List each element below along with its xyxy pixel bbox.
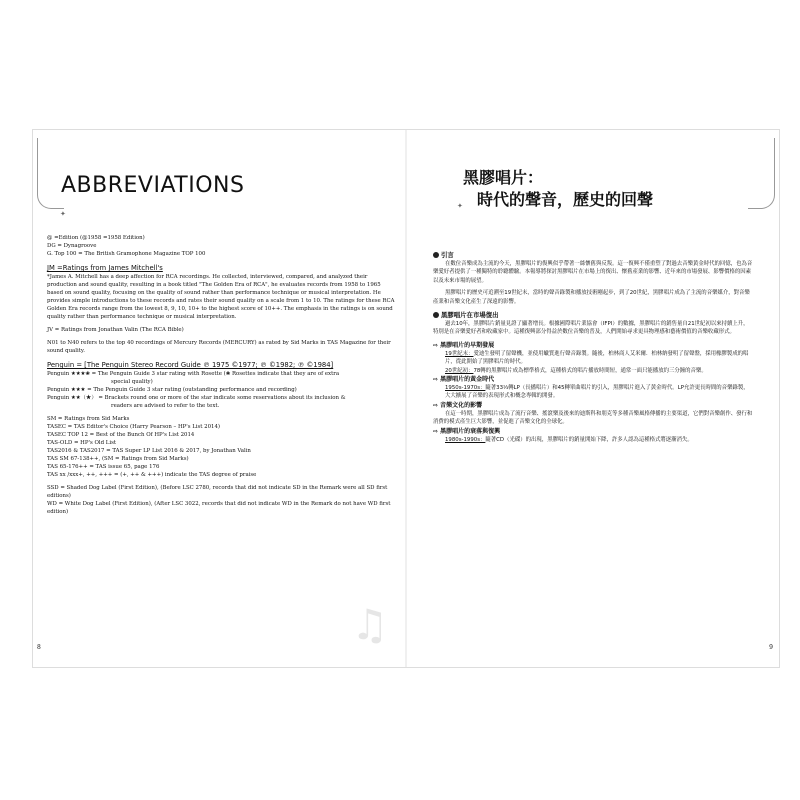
paragraph: 20世紀初：78轉的黑膠唱片成為標準格式，這種格式的唱片播放時間短，通常一面只能播放約三分鐘的音樂。 (445, 367, 707, 374)
page-number: 9 (769, 644, 773, 651)
paragraph: 1950s-1970s：隨著33⅓轉LP（長播唱片）和45轉單曲唱片的引入，黑膠唱片進入了黃金時代。LP允許更長時間的音樂錄製，大大擴展了音樂的表現形式和概念專輯的開發。 (445, 385, 749, 400)
paragraph: 黑膠唱片的歷史可追溯至19世紀末，當時的聲音錄製和播放技術剛起步，到了20世紀，黑膠唱片成為了主流的音樂媒介，對音樂產業和音樂文化產生了深遠的影響。 (433, 290, 750, 305)
list-item: Penguin ★★★ = The Penguin Guide 3 star rating (outstanding performance and recording) (47, 387, 297, 393)
music-note-icon: ♫ (351, 600, 389, 649)
right-page (407, 130, 779, 667)
subsection-heading: ⇨ 音樂文化的影響 (433, 401, 483, 409)
book-spread (33, 130, 779, 667)
paragraph: 在數位音樂成為主流的今天，黑膠唱片的復興似乎帶著一絲懷舊與反叛。這一復興不僅重塑了對過去音樂黃金時代的回憶，也為音樂愛好者提供了一種獨特的聆聽體驗。本報導將探討黑膠唱片在市場上的復出、懷舊產業的影響、近年來的市場發展、影響價格的因素以及未來市場的展望。 (433, 261, 753, 284)
list-item: readers are advised to refer to the text. (111, 403, 220, 409)
list-item: special quality) (111, 379, 153, 385)
penguin-heading: Penguin = [The Penguin Stereo Record Guide ℗ 1975 ©1977; ℗ ©1982; ℗ ©1984] (47, 361, 334, 369)
list-item: WD = White Dog Label (First Edition), (After LSC 3022, records that did not indicate WD in the Remark do not have WD first edition) (47, 501, 391, 515)
list-item: Penguin ★★（★） = Brackets round one or more of the star indicate some reservations about its inclusion & (47, 395, 346, 401)
list-item: TAS 65-176++ = TAS issue 65, page 176 (47, 464, 160, 470)
list-item: DG = Dynagroove (47, 243, 97, 249)
list-item: TAS-OLD = HP's Old List (47, 440, 117, 446)
list-item: TAS SM 67-138++, (SM = Ratings from Sid Marks) (47, 456, 189, 462)
section-heading: 引言 (433, 250, 753, 260)
article-body (433, 250, 753, 444)
subsection-heading: ⇨ 黑膠唱片的早期發展 (433, 341, 495, 349)
paragraph: 19世紀末：愛迪生發明了留聲機，並使用蠟質進行聲音錄製。隨後，柏林商人艾米爾．柏林納發明了留聲盤，採用橡膠製成的唱片，從此開始了黑膠唱片的時代。 (445, 350, 749, 366)
bullet-icon (433, 312, 439, 318)
subsection-heading: ⇨ 黑膠唱片的黃金時代 (433, 376, 495, 384)
jm-description: *James A. Mitchell has a deep affection for RCA recordings. He collected, interviewed, compared, and analyzed their production and sound quality, resulting in a book titled "The Golden Era of RCA", he evaluates records from 1958 to 1965 based on sound quality, focusing on the quality of sound rather than performance technique or musical interpretation. He provides simple introductions to these records and rates their sound quality on a scale from 1 to 10. The ratings for these RCA Golden Era records range from the lowest 8, 9, 10, 10+ to the highest score of 10++. The emphasis in the ratings is on sound quality rather than performance technique or musical interpretation. (47, 274, 395, 320)
subsection-heading: ⇨ 黑膠唱片的衰落與復興 (433, 427, 501, 435)
decorative-star-icon: ✦ (60, 210, 66, 218)
paragraph: 在這一時期，黑膠唱片成為了流行音樂、搖滾樂及後來的迪斯科和朋克等多種音樂風格傳播的主要渠道，它們對音樂創作、發行和消費的模式產生巨大影響，並促進了音樂文化的全球化。 (433, 410, 753, 426)
section-heading: 黑膠唱片在市場復出 (433, 310, 753, 320)
paragraph: 1980s-1990s：隨著CD（光碟）的出現，黑膠唱片的銷量開始下降，許多人認為這種格式將逐漸消失。 (445, 436, 693, 443)
paragraph: 過去10年，黑膠唱片銷量見證了顯著增長。根據國際唱片業協會（IFPI）的數據，黑膠唱片的銷售量自21世紀初以來持續上升，特別是在音樂愛好者和收藏家中。這種復興部分得益於數位音樂的普及，人們開始尋求更具物理感和藝術價值的音樂收藏形式。 (433, 321, 749, 336)
decorative-curve (748, 138, 775, 209)
list-item: SM = Ratings from Sid Marks (47, 416, 130, 422)
list-item: TASEC TOP 12 = Best of the Bunch Of HP's List 2014 (47, 432, 195, 438)
list-item: JV = Ratings from Jonathan Valin (The RCA Bible) (47, 327, 184, 333)
jm-heading: JM =Ratings from James Mitchell's (47, 264, 163, 272)
list-item: TAS xx /xxx+, ++, +++ = (+, ++ & +++) indicate the TAS degree of praise (47, 472, 257, 478)
list-item: SSD = Shaded Dog Label (First Edition), (Before LSC 2780, records that did not indicate SD in the Remark were all SD first editions) (47, 485, 388, 499)
list-item: Penguin ★★★❀ = The Penguin Guide 3 star rating with Rosette (❀ Rosettes indicate that they are of extra (47, 371, 340, 377)
page-title (463, 167, 653, 211)
left-page (33, 130, 405, 667)
bullet-icon (433, 252, 439, 258)
list-item: G. Top 100 = The British Gramophone Magazine TOP 100 (47, 251, 206, 257)
title-line-1: 黑膠唱片： (463, 168, 544, 187)
page-number: 8 (37, 644, 41, 651)
list-item: N01 to N40 refers to the top 40 recordings of Mercury Records (MERCURY) as rated by Sid Marks in TAS Magazine for their sound quality. (47, 340, 391, 354)
list-item: @ =Edition (@1958 =1958 Edition) (47, 235, 145, 241)
title-line-2: 時代的聲音，歷史的回聲 (477, 190, 654, 209)
list-item: TAS2016 & TAS2017 = TAS Super LP List 2016 & 2017, by Jonathan Valin (47, 448, 251, 454)
decorative-curve (37, 138, 64, 209)
decorative-star-icon: ✦ (457, 202, 463, 210)
list-item: TASEC = TAS Editor's Choice (Harry Pearson – HP's List 2014) (47, 424, 221, 430)
abbreviation-list (47, 234, 397, 516)
page-title: ABBREVIATIONS (61, 173, 245, 198)
